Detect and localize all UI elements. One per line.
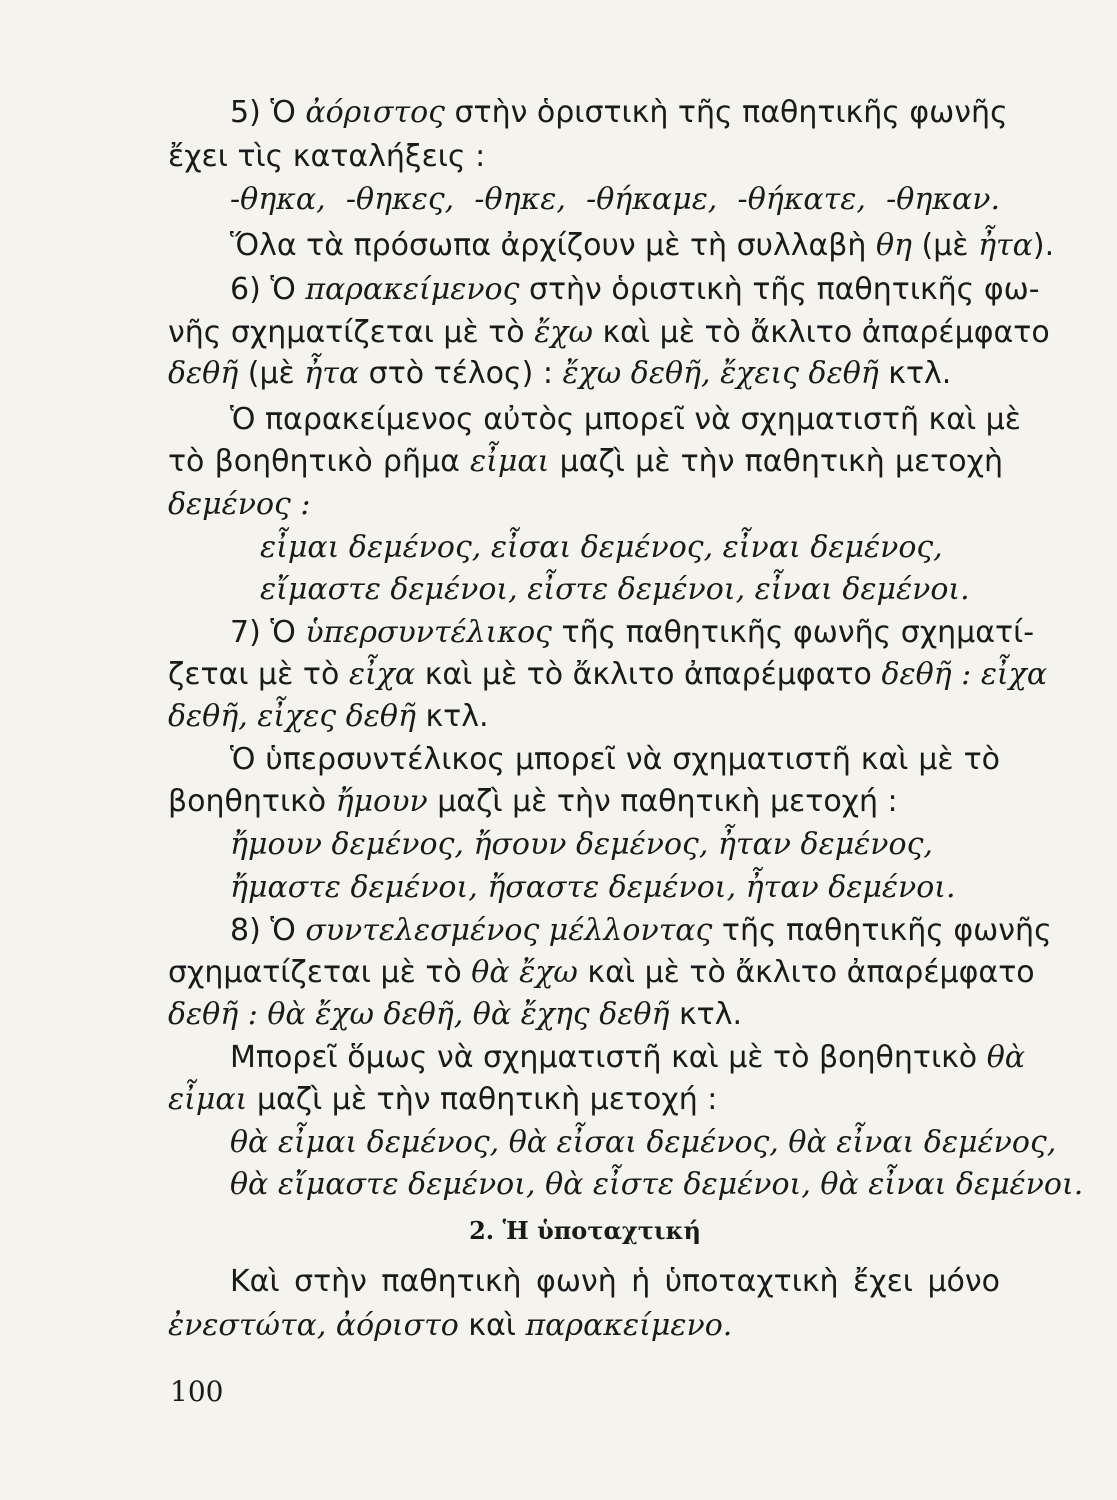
text: στὴν ὁριστικὴ τῆς παθητικῆς φω- (519, 272, 1040, 307)
italic-text: εἶχα (348, 657, 416, 692)
text-line (168, 1306, 732, 1346)
italic-text: ἔχω (534, 315, 593, 350)
text-line (168, 485, 311, 525)
text: μαζὶ μὲ τὴν παθητικὴ μετοχὴ (549, 444, 1003, 479)
text-line (168, 137, 485, 177)
text-line (230, 868, 956, 908)
italic-text: θὰ ἔχω (471, 955, 578, 990)
italic-text: ὑπερσυντέλικος (305, 615, 552, 650)
italic-text: ἤμουν (335, 784, 428, 819)
text-line (230, 180, 1000, 220)
text-line (230, 911, 1052, 951)
text: καὶ μὲ τὸ ἄκλιτο ἀπαρέμφατο (415, 657, 882, 692)
text: κτλ. (415, 699, 489, 734)
text-line (260, 570, 970, 610)
italic-text: συντελεσμένος μέλλοντας (305, 913, 713, 948)
italic-text: -θηκα, -θηκες, -θηκε, -θήκαμε, -θήκατε, -θηκαν. (230, 182, 1000, 217)
italic-text: θὰ (986, 1040, 1026, 1075)
italic-text: δεθῆ : εἶχα (881, 657, 1048, 692)
text: καὶ μὲ τὸ ἄκλιτο ἀπαρέμφατο (592, 315, 1050, 350)
text-line (230, 226, 1055, 266)
text-line (168, 995, 742, 1035)
text-line (230, 400, 1021, 440)
text: ἔχει τὶς καταλήξεις : (168, 139, 486, 174)
text: 7) Ὁ (230, 615, 306, 650)
text-line (230, 1038, 1026, 1078)
italic-text: εἶμαι (168, 1082, 248, 1117)
italic-text: ἔχω δεθῆ, ἔχεις δεθῆ (562, 356, 879, 391)
italic-text: δεθῆ : θὰ ἔχω δεθῆ, θὰ ἔχης δεθῆ (168, 997, 670, 1032)
text-line (230, 1262, 1000, 1302)
text-line (230, 613, 1035, 653)
text-line (230, 825, 933, 865)
text: τῆς παθητικῆς φωνῆς (712, 913, 1052, 948)
italic-text: δεμένος : (168, 487, 311, 522)
text-line (230, 270, 1040, 310)
italic-text: ἤμουν δεμένος, ἤσουν δεμένος, ἦταν δεμένος, (230, 827, 933, 862)
text: μαζὶ μὲ τὴν παθητικὴ μετοχή : (247, 1082, 718, 1117)
text: κτλ. (878, 356, 952, 391)
italic-text: ἀόριστος (305, 95, 445, 130)
text: 8) Ὁ (230, 913, 306, 948)
text-line (168, 354, 951, 394)
italic-text: παρακείμενο. (525, 1308, 733, 1343)
text: μαζὶ μὲ τὴν παθητικὴ μετοχή : (427, 784, 898, 819)
italic-text: δεθῆ (168, 356, 239, 391)
italic-text: θη (875, 228, 912, 263)
text: Ὁ παρακείμενος αὐτὸς μπορεῖ νὰ σχηματιστῆ καὶ μὲ (230, 402, 1021, 437)
text: καὶ (458, 1308, 526, 1343)
text-line (168, 655, 1048, 695)
text-line (230, 1123, 1056, 1163)
text: ζεται μὲ τὸ (168, 657, 349, 692)
text-line (260, 528, 943, 568)
text-line (168, 697, 489, 737)
text: (μὲ (911, 228, 979, 263)
text: τὸ βοηθητικὸ ρῆμα (168, 444, 471, 479)
text: σχηματίζεται μὲ τὸ (168, 955, 472, 990)
italic-text: ἐνεστώτα, ἀόριστο (168, 1308, 459, 1343)
text: νῆς σχηματίζεται μὲ τὸ (168, 315, 535, 350)
text-line (230, 740, 1000, 780)
text-line (168, 442, 1003, 482)
italic-text: θὰ εἴμαστε δεμένοι, θὰ εἶστε δεμένοι, θὰ εἶναι δεμένοι. (230, 1167, 1084, 1202)
text-line (168, 313, 1050, 353)
italic-text: ἦτα (304, 356, 360, 391)
section-heading: 2. Ἡ ὑποταχτική (469, 1216, 701, 1245)
italic-text: εἴμαστε δεμένοι, εἶστε δεμένοι, εἶναι δεμένοι. (260, 572, 970, 607)
italic-text: εἶμαι δεμένος, εἶσαι δεμένος, εἶναι δεμένος, (260, 530, 943, 565)
italic-text: παρακείμενος (305, 272, 520, 307)
text: Ὁ ὑπερσυντέλικος μπορεῖ νὰ σχηματιστῆ καὶ μὲ τὸ (230, 742, 1000, 777)
text: ). (1032, 228, 1055, 263)
text-line (168, 1080, 717, 1120)
text: στὸ τέλος) : (359, 356, 563, 391)
text: (μὲ (238, 356, 305, 391)
italic-text: θὰ εἶμαι δεμένος, θὰ εἶσαι δεμένος, θὰ εἶναι δεμένος, (230, 1125, 1057, 1160)
text: Μπορεῖ ὅμως νὰ σχηματιστῆ καὶ μὲ τὸ βοηθητικὸ (230, 1040, 987, 1075)
text-line (230, 93, 1008, 133)
italic-text: εἶμαι (470, 444, 550, 479)
text-line (168, 953, 1035, 993)
italic-text: δεθῆ, εἶχες δεθῆ (168, 699, 416, 734)
text: κτλ. (669, 997, 742, 1032)
text: Ὅλα τὰ πρόσωπα ἀρχίζουν μὲ τὴ συλλαβὴ (230, 228, 876, 263)
text: βοηθητικὸ (168, 784, 336, 819)
italic-text: ἦτα (978, 228, 1033, 263)
text: 6) Ὁ (230, 272, 306, 307)
text-line (168, 782, 898, 822)
italic-text: ἤμαστε δεμένοι, ἤσαστε δεμένοι, ἦταν δεμένοι. (230, 870, 956, 905)
text: καὶ μὲ τὸ ἄκλιτο ἀπαρέμφατο (577, 955, 1035, 990)
text: στὴν ὁριστικὴ τῆς παθητικῆς φωνῆς (444, 95, 1008, 130)
text: Καὶ στὴν παθητικὴ φωνὴ ἡ ὑποταχτικὴ ἔχει μόνο (230, 1264, 1000, 1299)
page-number: 100 (170, 1375, 224, 1408)
text: 5) Ὁ (230, 95, 306, 130)
text: τῆς παθητικῆς φωνῆς σχηματί- (551, 615, 1035, 650)
text-line (230, 1165, 1083, 1205)
